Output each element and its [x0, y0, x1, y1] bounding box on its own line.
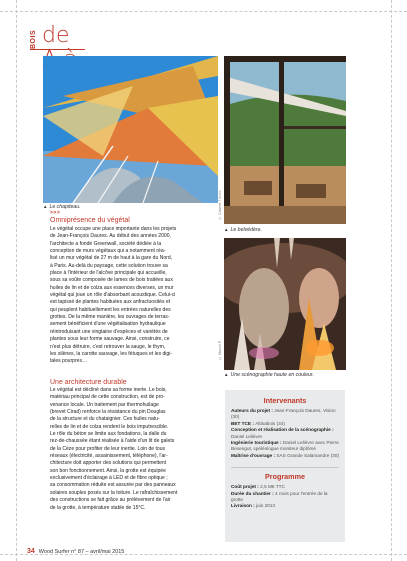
info-value: 4 mois pour l'entrée de la grotte [231, 490, 328, 503]
article-section-2 [50, 387, 217, 512]
text-line: à Paris. Au-delà du paysage, cette solution trouve sa [50, 262, 168, 269]
text-line: les silènes, la carotte sauvage, les fétuques et les digi- [50, 350, 173, 357]
intervenants-title: Intervenants [263, 396, 307, 405]
info-value: juin 2013 [256, 503, 276, 509]
text-line: qui peuplent habituellement les entrées naturelles des [50, 306, 171, 313]
logo-rule [30, 49, 85, 50]
intervenants-list [231, 408, 339, 459]
info-value: 2,5 M€ TTC [260, 484, 285, 490]
text-line: chitecture doit apporter des solutions qui permettent [50, 460, 167, 467]
info-row [231, 427, 339, 440]
info-value: Jean-François Daures, Vision (30) [231, 408, 336, 420]
programme-list [231, 484, 339, 510]
info-label: Coût projet : [231, 484, 261, 490]
info-row [231, 440, 339, 453]
text-line: rez-de-chaussée étant réalisée à l'aide d'un lit de galets [50, 438, 175, 445]
info-label: Auteurs du projet : [231, 408, 275, 413]
caption-chapiteau: ▲ Le chapiteau. [43, 204, 81, 210]
text-line: (brevet Cirad) renforce la résistance du pin Douglas [50, 409, 166, 416]
text-line: conception de murs végétaux qui a notamment réa- [50, 248, 166, 255]
programme-title: Programme [265, 472, 305, 482]
text-line: Le rôle du béton se limite aux fondations, la dalle du [50, 431, 167, 438]
text-line: sa consommation réduite est assurée par des panneaux [50, 482, 176, 489]
section-1-title: Omniprésence du végétal [50, 217, 130, 224]
crop-guide-right [391, 0, 392, 561]
info-label: Ingénierie touristique : [231, 440, 283, 446]
text-line: de Jean-François Daures. Au début des années 2000, [50, 233, 171, 240]
text-line: est tapissé de plantes habituées aux anfractuosités et [50, 299, 171, 306]
text-line: de la Cèze pour profiter de leur inertie. Loin de tous [50, 445, 166, 452]
caption-scenographie: ▲ Une scénographie haute en couleur. [224, 372, 314, 378]
info-label: Durée du chantier : [231, 490, 276, 496]
logo-bois: BOIS [30, 29, 37, 49]
text-line: huiles de lin et de colza aux essences diverses, un mur [50, 284, 174, 291]
text-line: de la grotte, à température stable de 15°C. [50, 504, 146, 511]
crop-guide-top [0, 11, 407, 12]
text-line: l'architecte a fondé Greenwall, société dédiée à la [50, 240, 162, 247]
info-value: Altisabois (34) [255, 420, 285, 426]
text-line: tales pourpres… [50, 358, 88, 365]
caption-belvedere: ▲ Le belvédère. [224, 227, 262, 233]
info-value: Daniel Lelièvre avec Pierre Besengut, spéléologue moniteur diplômé [231, 440, 339, 452]
info-value: SAS Grande Salamandre (30) [276, 452, 339, 458]
section-logo [30, 23, 80, 49]
text-line: réseaux (électricité, assainissement, téléphone), l'ar- [50, 453, 168, 460]
section-2-body [50, 387, 217, 512]
info-row [231, 503, 339, 509]
photo-chapiteau [43, 56, 218, 203]
text-line: sement bénéficient d'une végétalisation hydraulique [50, 321, 166, 328]
text-line: Le végétal est décliné dans sa forme inerte. Le bois, [50, 387, 167, 393]
text-line: réintroduisant une vingtaine d'espèces et variétés de [50, 328, 168, 335]
text-line: son bon fonctionnement. Ainsi, la grotte est équipée [50, 467, 166, 474]
text-line: de la structure et du chataignier. Ces huiles natu- [50, 416, 160, 423]
triangle-marker-icon: ▲ [224, 372, 229, 377]
info-label: Maîtrise d'ouvrage : [231, 452, 277, 458]
magazine-issue: Wood Surfer n° 87 – avril/mai 2015 [38, 549, 125, 555]
text-line: des constructions se fait grâce au prélèvement de l'air [50, 497, 171, 504]
crop-guide-left [16, 0, 17, 561]
info-value: Daniel Lelièvre [231, 433, 263, 439]
section-marker: >>> [50, 210, 61, 216]
text-line: sous sa voûte composée de lames de bois traitées aux [50, 277, 173, 284]
text-line: grottes. De la même manière, les ouvrages de terras- [50, 314, 170, 321]
triangle-marker-icon: ▲ [224, 227, 229, 232]
text-line: venance locale. Un traitement par thermohuilage [50, 401, 159, 408]
info-row [231, 491, 339, 504]
text-line: relles de lin et de colza rendent le bois imputrescible. [50, 423, 169, 430]
page-number: 34 [27, 548, 35, 555]
programme-section [231, 467, 339, 510]
photo-credit-2: © Marcel P. [218, 340, 222, 360]
info-label: Conception et réalisation de la scénographie : [231, 427, 334, 433]
text-line: lisé un mur végétal de 27 m de haut à la gare du Nord, [50, 255, 173, 262]
photo-belvedere [224, 56, 346, 224]
text-line: végétal qui joue un rôle d'absorbant acoustique. Celui-ci [50, 292, 176, 299]
logo-az: de [42, 23, 70, 48]
info-row [231, 453, 339, 459]
photo-scenographie [224, 238, 346, 370]
text-line: Le végétal occupe une place importante dans les projets [50, 226, 177, 232]
info-row [231, 408, 339, 421]
text-line: matériau principal de cette construction, est de pro- [50, 394, 165, 401]
text-line: solaires souples posés sur la toiture. Le rafraîchissement [50, 489, 178, 496]
text-line: place à l'intérieur de l'alcôve principale qui accueille, [50, 270, 167, 277]
text-line: n'est plus détruire, c'est retrouver la sauge, le thym, [50, 343, 166, 350]
article-section-1 [50, 210, 217, 366]
photo-credit-1: © Cabinet 7 Archi. [218, 189, 222, 220]
info-label: BET TCE : [231, 420, 256, 426]
section-1-body [50, 226, 217, 366]
triangle-marker-icon: ▲ [43, 204, 48, 209]
text-line: plantes sous leur forme sauvage. Ainsi, construire, ce [50, 336, 170, 343]
text-line: exclusivement d'éclairage à LED et de fibre optique ; [50, 475, 168, 482]
page-footer [27, 548, 124, 555]
project-info-box [225, 390, 345, 542]
section-2-title: Une architecture durable [50, 379, 127, 386]
info-label: Livraison : [231, 503, 257, 509]
